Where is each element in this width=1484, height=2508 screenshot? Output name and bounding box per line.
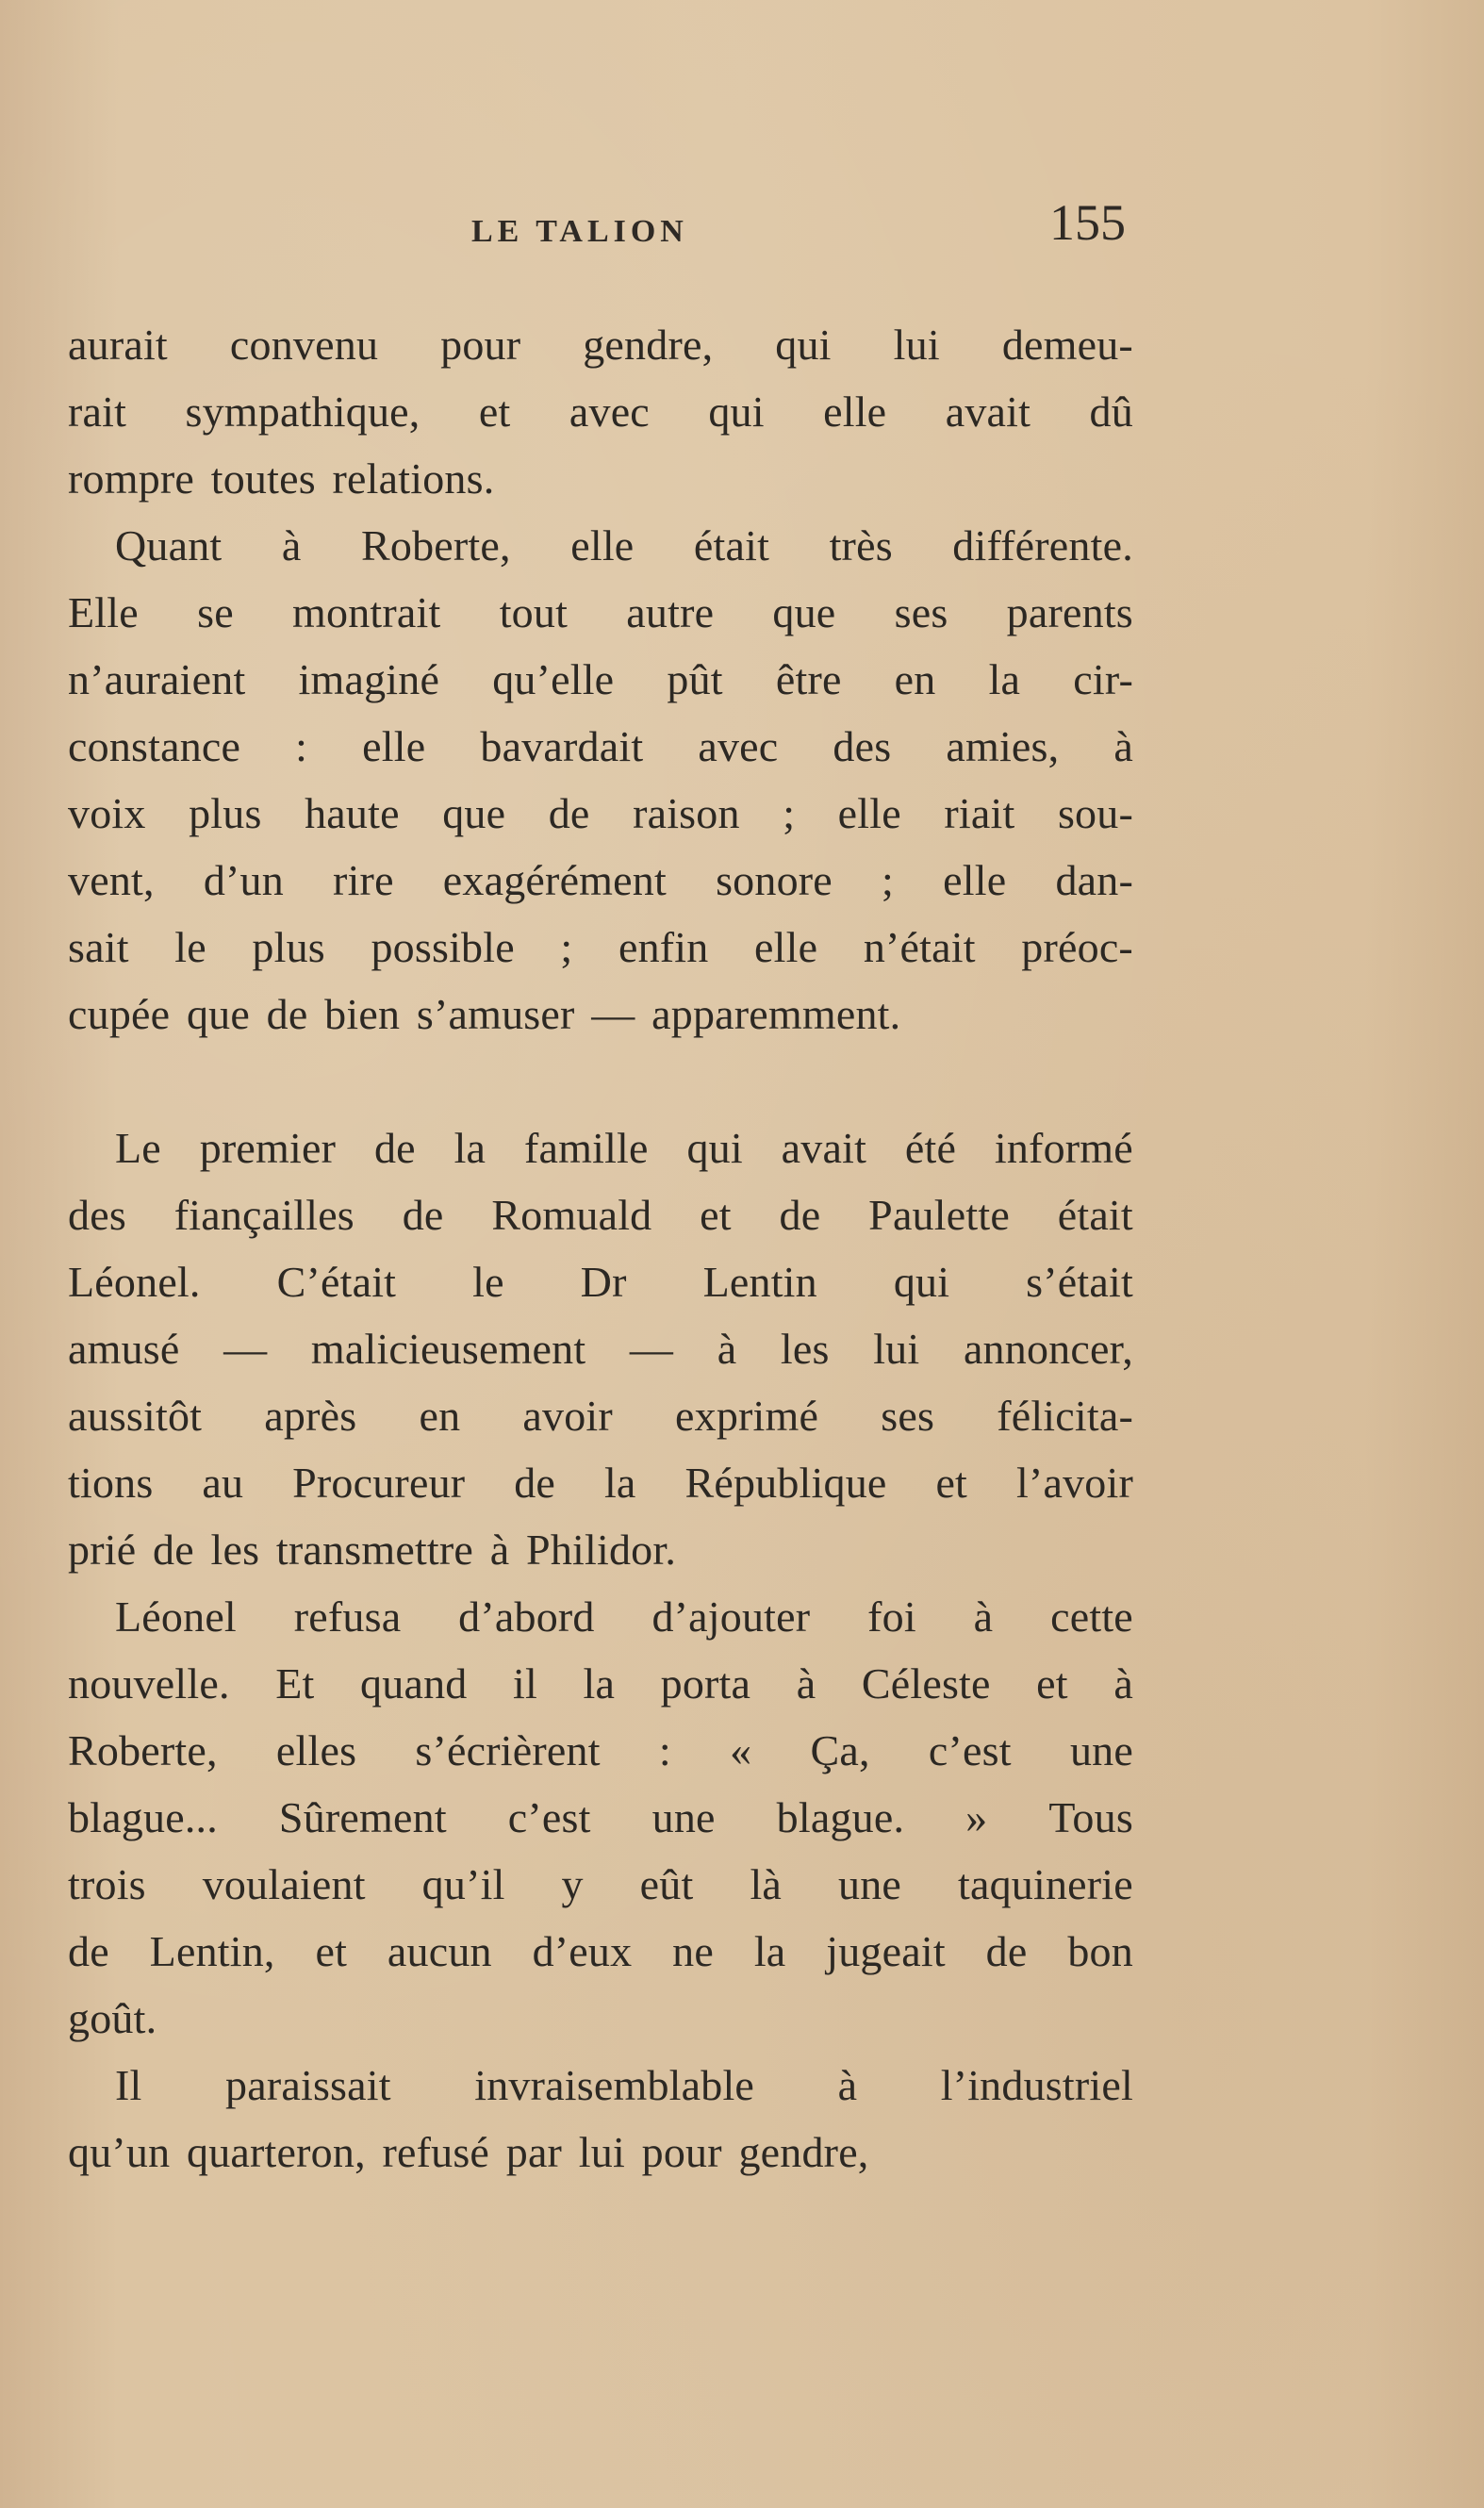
page-number: 155: [1049, 194, 1126, 251]
text-line: Léonel refusa d’abord d’ajouter foi à cette: [115, 1592, 1133, 1641]
paragraph: [68, 2052, 1133, 2186]
text-line: cupée que de bien s’amuser — apparemment.: [68, 990, 901, 1038]
text-line: Le premier de la famille qui avait été informé: [115, 1124, 1133, 1172]
text-line: prié de les transmettre à Philidor.: [68, 1526, 677, 1574]
text-line: sait le plus possible ; enfin elle n’était préoc-: [68, 923, 1133, 971]
text-line: trois voulaient qu’il y eût là une taquinerie: [68, 1860, 1133, 1908]
text-line: constance : elle bavardait avec des amies, à: [68, 722, 1133, 770]
text-line: goût.: [68, 1994, 157, 2042]
text-line: de Lentin, et aucun d’eux ne la jugeait de bon: [68, 1927, 1133, 1975]
text-line: n’auraient imaginé qu’elle pût être en la cir-: [68, 655, 1133, 703]
text-line: aussitôt après en avoir exprimé ses félicita-: [68, 1392, 1133, 1440]
text-line: aurait convenu pour gendre, qui lui demeu-: [68, 321, 1133, 369]
text-line: Roberte, elles s’écrièrent : « Ça, c’est une: [68, 1726, 1133, 1774]
text-line: Quant à Roberte, elle était très différente.: [115, 521, 1133, 569]
text-line: rait sympathique, et avec qui elle avait dû: [68, 388, 1133, 436]
text-line: blague... Sûrement c’est une blague. » Tous: [68, 1793, 1133, 1841]
text-line: Il paraissait invraisemblable à l’industriel: [115, 2061, 1133, 2109]
text-line: vent, d’un rire exagérément sonore ; elle dan-: [68, 856, 1133, 904]
paragraph: [68, 512, 1133, 1048]
text-line: amusé — malicieusement — à les lui annoncer,: [68, 1325, 1133, 1373]
paragraph: [68, 1114, 1133, 1583]
text-line: tions au Procureur de la République et l’avoir: [68, 1459, 1133, 1507]
paragraph: [68, 1583, 1133, 2052]
running-title: LE TALION: [471, 214, 688, 249]
text-line: Léonel. C’était le Dr Lentin qui s’était: [68, 1258, 1133, 1306]
text-line: nouvelle. Et quand il la porta à Céleste et à: [68, 1659, 1133, 1708]
text-line: rompre toutes relations.: [68, 454, 495, 503]
text-line: voix plus haute que de raison ; elle riait sou-: [68, 789, 1133, 837]
text-line: qu’un quarteron, refusé par lui pour gendre,: [68, 2128, 869, 2176]
text-line: Elle se montrait tout autre que ses parents: [68, 588, 1133, 636]
paragraph: [68, 311, 1133, 512]
running-head: [0, 193, 1484, 259]
text-line: des fiançailles de Romuald et de Paulette était: [68, 1191, 1133, 1239]
body-text: [68, 311, 1133, 2186]
